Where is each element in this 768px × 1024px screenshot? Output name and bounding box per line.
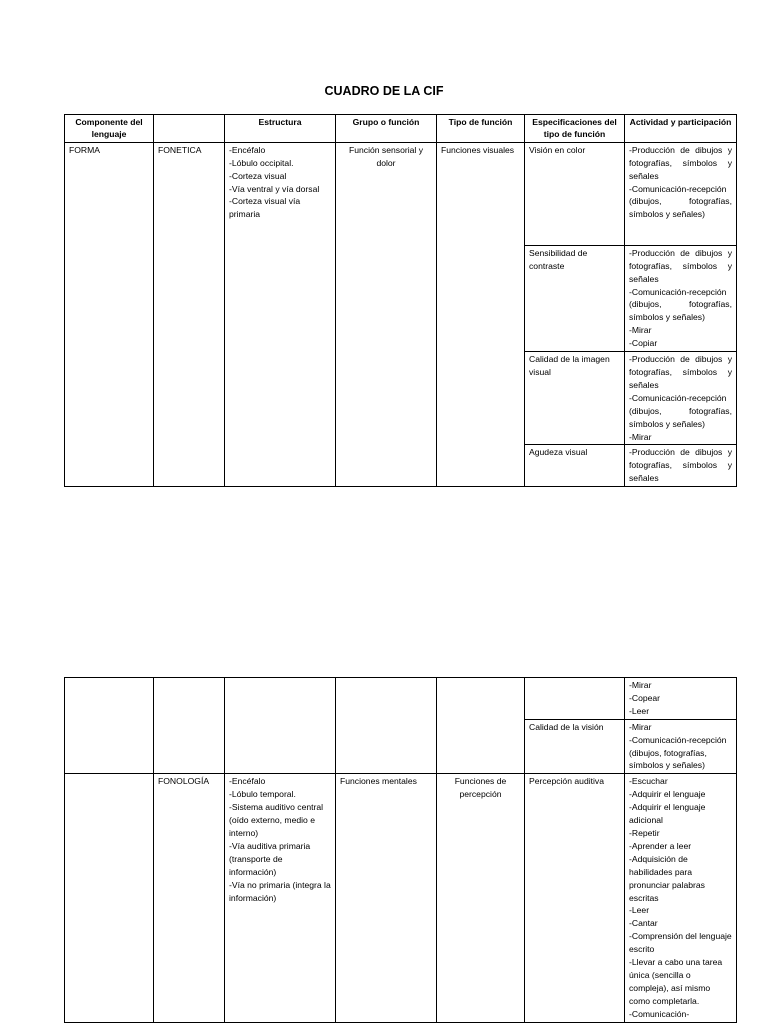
estructura-line: -Lóbulo temporal.: [229, 789, 296, 800]
actividad-line: -Producción de dibujos y fotografías, símbolos y señales: [629, 447, 732, 484]
spec-cell: Calidad de la imagen visual: [525, 352, 625, 445]
actividad-line: -Leer: [629, 705, 650, 716]
actividad-line: -Comunicación-recepción (dibujos, fotografías, símbolos y señales): [629, 392, 732, 429]
actividad-line: -Producción de dibujos y fotografías, símbolos y señales: [629, 144, 732, 181]
table-header-row: [65, 115, 737, 143]
actividad-line: -Producción de dibujos y fotografías, símbolos y señales: [629, 354, 732, 390]
subcomponente-cell: [154, 678, 225, 774]
actividad-cell: [625, 445, 737, 487]
actividad-line: -Mirar: [629, 431, 652, 442]
grupo-cell: Función sensorial y dolor: [336, 142, 437, 486]
actividad-line: -Llevar a cabo una tarea única (sencilla o compleja), así mismo como completarla.: [629, 957, 723, 1006]
header-actividad: Actividad y participación: [625, 115, 737, 143]
subcomponente-cell: FONOLOGÍA: [154, 774, 225, 1022]
actividad-line: -Leer: [629, 905, 650, 916]
estructura-line: -Vía ventral y vía dorsal: [229, 183, 320, 194]
estructura-line: -Encéfalo: [229, 144, 266, 155]
estructura-line: -Encéfalo: [229, 776, 266, 787]
grupo-cell: Funciones mentales: [336, 774, 437, 1022]
estructura-cell: [225, 142, 336, 486]
estructura-line: -Corteza visual: [229, 170, 287, 181]
actividad-line: -Adquirir el lenguaje: [629, 789, 706, 800]
subcomponente-cell: FONETICA: [154, 142, 225, 486]
actividad-line: -Adquirir el lenguaje adicional: [629, 802, 706, 826]
header-grupo: Grupo o función: [336, 115, 437, 143]
actividad-line: -Comunicación-recepción (dibujos, fotografías, símbolos y señales): [629, 286, 732, 323]
actividad-line: -Comunicación-recepción (dibujos, fotografías, símbolos y señales): [629, 183, 732, 220]
componente-cell: [65, 774, 154, 1022]
estructura-line: -Sistema auditivo central (oído externo, medio e interno): [229, 802, 324, 838]
actividad-line: -Escuchar: [629, 776, 668, 787]
estructura-line: -Vía no primaria (integra la información): [229, 879, 331, 903]
spec-cell: Sensibilidad de contraste: [525, 245, 625, 351]
actividad-cell: [625, 678, 737, 720]
grupo-cell: [336, 678, 437, 774]
estructura-line: -Lóbulo occipital.: [229, 157, 294, 168]
header-blank: [154, 115, 225, 143]
actividad-line: -Comunicación-: [629, 1008, 690, 1019]
actividad-line: -Mirar: [629, 721, 652, 732]
table-row: [65, 142, 737, 245]
page-title: CUADRO DE LA CIF: [324, 84, 444, 98]
spec-cell: Agudeza visual: [525, 445, 625, 487]
header-especificaciones: Especificaciones del tipo de función: [525, 115, 625, 143]
estructura-line: -Corteza visual vía primaria: [229, 196, 301, 220]
componente-cell: [65, 678, 154, 774]
header-tipo: Tipo de función: [437, 115, 525, 143]
actividad-cell: [625, 245, 737, 351]
spec-cell: Percepción auditiva: [525, 774, 625, 1022]
cif-table-page-2: [64, 677, 737, 1023]
actividad-line: -Adquisición de habilidades para pronunciar palabras escritas: [629, 853, 705, 903]
table-row: [65, 774, 737, 1022]
estructura-line: -Vía auditiva primaria (transporte de información): [229, 840, 311, 877]
actividad-line: -Copiar: [629, 338, 658, 349]
actividad-cell: [625, 774, 737, 1022]
actividad-line: -Repetir: [629, 827, 660, 838]
spec-cell: [525, 678, 625, 720]
cif-table-page-1: [64, 114, 737, 487]
tipo-cell: Funciones de percepción: [437, 774, 525, 1022]
spec-cell: Visión en color: [525, 142, 625, 245]
tipo-cell: [437, 678, 525, 774]
table-row: [65, 678, 737, 720]
componente-cell: FORMA: [65, 142, 154, 486]
actividad-line: -Cantar: [629, 918, 658, 929]
actividad-line: -Producción de dibujos y fotografías, símbolos y señales: [629, 247, 732, 284]
actividad-line: -Mirar: [629, 680, 652, 690]
estructura-cell: [225, 774, 336, 1022]
actividad-cell: [625, 142, 737, 245]
estructura-cell: [225, 678, 336, 774]
actividad-cell: [625, 352, 737, 445]
header-estructura: Estructura: [225, 115, 336, 143]
actividad-line: -Mirar: [629, 325, 652, 336]
spec-cell: Calidad de la visión: [525, 719, 625, 774]
actividad-line: -Aprender a leer: [629, 840, 692, 851]
tipo-cell: Funciones visuales: [437, 142, 525, 486]
actividad-line: -Comprensión del lenguaje escrito: [629, 931, 732, 955]
header-componente: Componente del lenguaje: [65, 115, 154, 143]
actividad-line: -Comunicación-recepción (dibujos, fotografías, símbolos y señales): [629, 734, 727, 771]
actividad-cell: [625, 719, 737, 774]
actividad-line: -Copear: [629, 692, 661, 703]
